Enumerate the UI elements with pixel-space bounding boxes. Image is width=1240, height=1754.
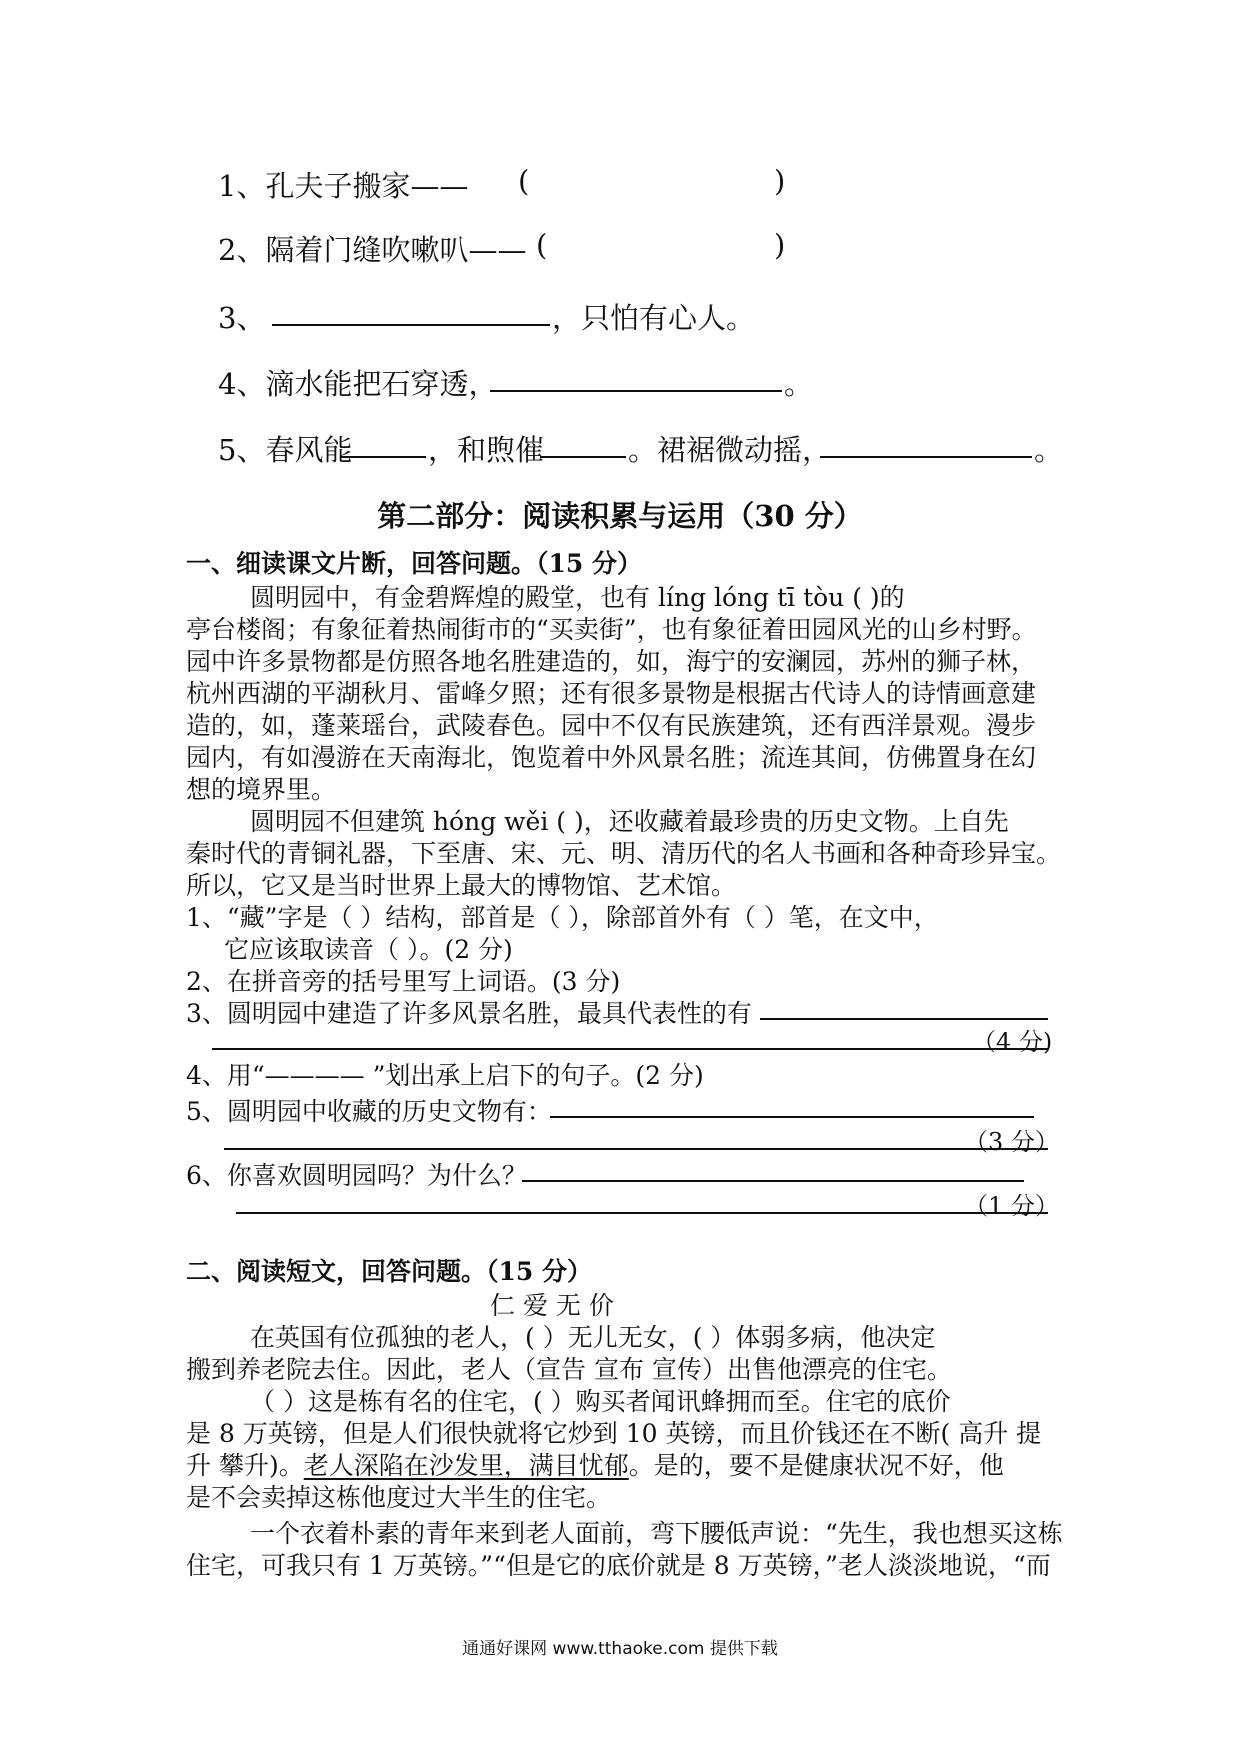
section1-p1-line-6: 想的境界里。 [186,775,337,804]
question-6-answer-line-2[interactable] [236,1212,1048,1214]
section1-question-4: 4、用“———— ”划出承上启下的句子。(2 分) [186,1061,704,1090]
fill-item-1-open-paren: ( [518,164,530,198]
section1-p2-line-2: 所以，它又是当时世界上最大的博物馆、艺术馆。 [186,871,737,900]
section1-p1-line-4: 造的，如，蓬莱瑶台，武陵春色。园中不仅有民族建筑，还有西洋景观。漫步 [186,711,1037,740]
section1-p2-line-1: 秦时代的青铜礼器，下至唐、宋、元、明、清历代的名人书画和各种奇珍异宝。 [186,839,1062,868]
section1-question-2: 2、在拼音旁的括号里写上词语。(3 分) [186,967,621,996]
section1-question-6: 6、你喜欢圆明园吗？为什么？ [186,1161,527,1190]
section1-question-1-line-1: 1、“藏”字是（ ）结构，部首是（ ），除部首外有（ ）笔，在文中， [186,903,939,932]
question-5-score: （3 分） [964,1128,1059,1156]
fill-item-4-blank[interactable] [490,390,782,392]
fill-item-5-blank-1[interactable] [340,456,426,458]
section2-p2-line-3-start: 升 攀升)。 [186,1451,304,1480]
section2-p3-line-1: 住宅，可我只有 1 万英镑。”“但是它的底价就是 8 万英镑，”老人淡淡地说，“而 [186,1551,1051,1580]
fill-item-5-part-b: ，和煦催 [428,433,545,467]
question-3-score: （4 分) [972,1028,1053,1056]
fill-item-1 [218,164,468,205]
question-6-score: （1 分） [964,1192,1059,1220]
fill-item-5-part-c: 。裙裾微动摇， [628,433,832,467]
section1-p2-line-0: 圆明园不但建筑 hóng wěi ( )，还收藏着最珍贵的历史文物。上自先 [250,807,1009,836]
section2-p1-line-0: 在英国有位孤独的老人，( ）无儿无女，( ）体弱多病，他决定 [250,1323,936,1352]
question-5-answer-line-2[interactable] [224,1148,1048,1150]
fill-item-5-part-a: 5、春风能 [218,433,353,467]
fill-item-2-close-paren: ) [774,228,786,262]
fill-item-3-number: 3、 [218,301,266,335]
section1-question-3: 3、圆明园中建造了许多风景名胜，最具代表性的有 [186,999,752,1028]
part2-heading: 第二部分：阅读积累与运用（30 分） [377,499,863,533]
question-3-answer-line-1[interactable] [760,1018,1048,1020]
section2-p2-line-3-end: 。是的，要不是健康状况不好，他 [628,1451,1004,1480]
section1-p1-line-0: 圆明园中，有金碧辉煌的殿堂，也有 líng lóng tī tòu ( )的 [250,583,905,612]
section2-p1-line-1: 搬到养老院去住。因此，老人（宣告 宣布 宣传）出售他漂亮的住宅。 [186,1355,952,1384]
section2-p2-line-4: 是不会卖掉这栋他度过大半生的住宅。 [186,1483,612,1512]
section1-p1-line-1: 亭台楼阁；有象征着热闹街市的“买卖街”，也有象征着田园风光的山乡村野。 [186,615,1037,644]
section1-p1-line-2: 园中许多景物都是仿照各地名胜建造的，如，海宁的安澜园，苏州的狮子林， [186,647,1037,676]
section1-p1-line-5: 园内，有如漫游在天南海北，饱览着中外风景名胜；流连其间，仿佛置身在幻 [186,743,1037,772]
fill-item-2-text: 2、隔着门缝吹嗽叭—— [218,233,527,267]
fill-item-5-blank-3[interactable] [820,456,1032,458]
fill-item-5-blank-2[interactable] [540,456,626,458]
section2-p3-line-0: 一个衣着朴素的青年来到老人面前，弯下腰低声说：“先生，我也想买这栋 [250,1519,1063,1548]
fill-item-5-part-d: 。 [1034,433,1064,467]
fill-item-2 [218,228,526,269]
question-5-answer-line-1[interactable] [550,1116,1034,1118]
fill-item-1-text: 1、孔夫子搬家—— [218,169,469,203]
section2-p2-line-3 [186,1446,1004,1482]
question-3-answer-line-2[interactable] [212,1048,1048,1050]
fill-item-3-tail: ，只怕有心人。 [552,301,756,335]
section2-p2-line-1: （ ）这是栋有名的住宅，( ）购买者闻讯蜂拥而至。住宅的底价 [250,1387,951,1416]
fill-item-4-tail: 。 [784,367,814,401]
fill-item-1-close-paren: ) [774,164,786,198]
section1-p1-line-3: 杭州西湖的平湖秋月、雷峰夕照；还有很多景物是根据古代诗人的诗情画意建 [186,679,1037,708]
section2-title: 二、阅读短文，回答问题。（15 分） [186,1257,592,1286]
section1-title: 一、细读课文片断，回答问题。（15 分） [186,549,642,578]
underlined-sentence: 老人深陷在沙发里，满目忧郁 [303,1451,629,1480]
footer-credit: 通通好课网 www.tthaoke.com 提供下载 [462,1639,778,1659]
fill-item-2-open-paren: ( [536,228,548,262]
question-6-answer-line-1[interactable] [522,1180,1024,1182]
story-title: 仁 爱 无 价 [490,1291,614,1320]
fill-item-3-blank[interactable] [272,324,550,326]
fill-item-4-text: 4、滴水能把石穿透， [218,367,498,401]
section1-question-1-line-2: 它应该取读音（ ）。(2 分) [224,935,513,964]
section2-p2-line-2: 是 8 万英镑，但是人们很快就将它炒到 10 英镑，而且价钱还在不断( 高升 提 [186,1419,1042,1448]
section1-question-5: 5、圆明园中收藏的历史文物有： [186,1097,552,1126]
